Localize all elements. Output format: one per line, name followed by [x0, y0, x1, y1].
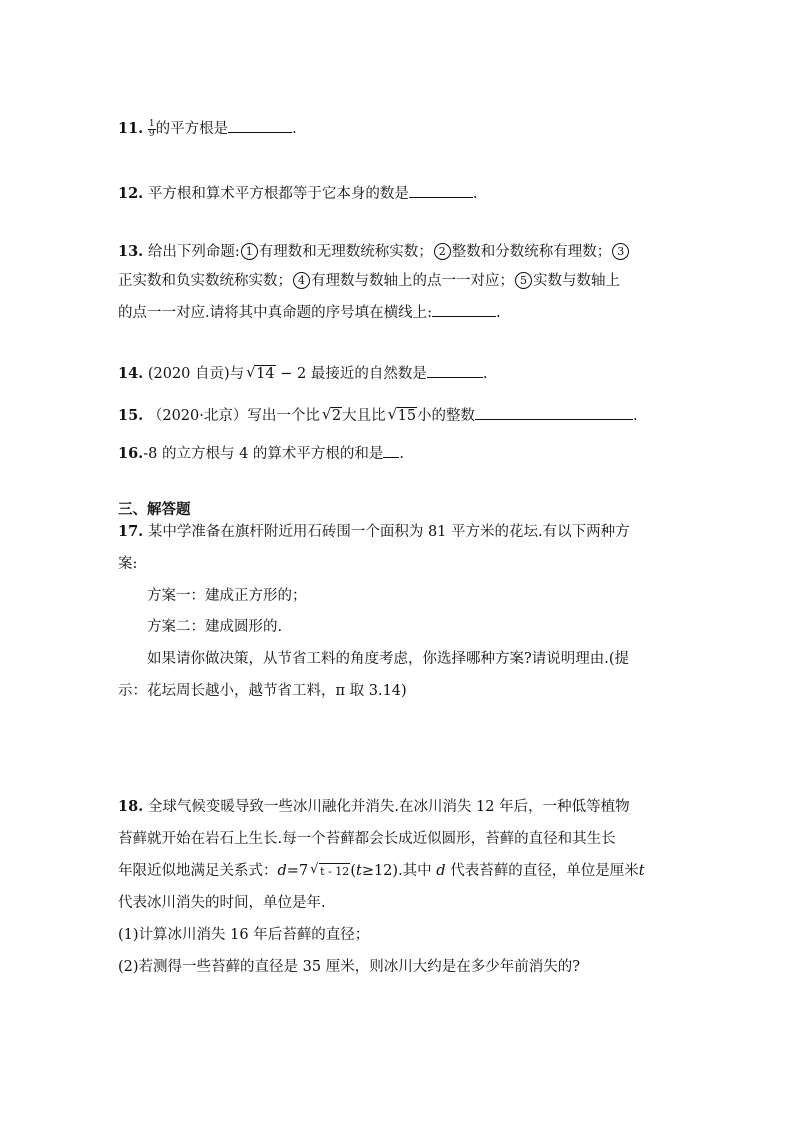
answer-blank [383, 443, 399, 458]
answer-blank [475, 405, 633, 420]
question-text: -8 的立方根与 4 的算术平方根的和是 [143, 446, 384, 462]
plan-2: 方案二：建成圆形的. [147, 619, 283, 635]
question-number: 12. [118, 185, 144, 202]
plan-1: 方案一：建成正方形的； [147, 588, 307, 604]
question-13-line-1: 13. 给出下列命题: 1 有理数和无理数统称实数； 2 整数和分数统称有理数； 3 [118, 242, 630, 262]
option-circle: 5 [515, 272, 532, 289]
option-circle: 3 [612, 243, 629, 260]
formula: d=7 √ t - 12(t≥12) [278, 863, 399, 879]
question-18-line-3: 年限近似地满足关系式：d=7 √ t - 12(t≥12).其中 d 代表苔藓的直径，单位是厘米t [118, 861, 645, 882]
answer-blank [432, 302, 496, 317]
question-13-line-3: 的点一一对应.请将其中真命题的序号填在横线上: . [118, 302, 501, 323]
square-root: √ t - 12 [310, 862, 350, 878]
option-circle: 1 [241, 243, 258, 260]
question-16: 16.-8 的立方根与 4 的算术平方根的和是 . [118, 445, 405, 462]
question-18-line-1: 18. 全球气候变暖导致一些冰川融化并消失.在冰川消失 12 年后，一种低等植物 [118, 798, 630, 815]
question-number: 11. [118, 120, 144, 137]
question-17-line-2: 案: [118, 556, 138, 572]
question-number: 18. [118, 798, 144, 815]
question-17-line-1: 17. 某中学准备在旗杆附近用石砖围一个面积为 81 平方米的花坛.有以下两种方 [118, 523, 630, 540]
question-17-line-6: 示：花坛周长越小，越节省工料，π 取 3.14) [118, 683, 407, 699]
question-15: 15. （2020·北京）写出一个比 √ 2大且比 √ 15小的整数 . [118, 405, 638, 424]
question-number: 15. [118, 407, 144, 424]
square-root: √ 2 [321, 405, 342, 424]
answer-blank [409, 183, 473, 198]
question-18-line-2: 苔藓就开始在岩石上生长.每一个苔藓都会长成近似圆形，苔藓的直径和其生长 [118, 831, 616, 847]
square-root: √ 15 [387, 405, 417, 424]
answer-blank [427, 363, 483, 378]
question-number: 14. [118, 365, 144, 382]
question-17-line-5: 如果请你做决策，从节省工料的角度考虑，你选择哪种方案?请说明理由.(提 [147, 651, 630, 667]
fraction: $\frac{1}{9}$ [148, 118, 155, 139]
square-root: √ 14 [246, 363, 275, 382]
question-text: 的平方根是 [155, 121, 229, 137]
option-circle: 4 [293, 272, 310, 289]
question-11: 11. $\frac{1}{9}$ 的平方根是 . [118, 118, 297, 139]
question-12: 12. 平方根和算术平方根都等于它本身的数是 . [118, 185, 478, 202]
question-number: 16. [118, 445, 144, 462]
question-14: 14. (2020 自贡)与 √ 14 − 2 最接近的自然数是 . [118, 363, 488, 382]
answer-blank [228, 118, 292, 133]
question-number: 17. [118, 523, 144, 540]
question-18-line-4: 代表冰川消失的时间，单位是年. [118, 895, 326, 911]
question-number: 13. [118, 243, 144, 260]
option-circle: 2 [434, 243, 451, 260]
section-heading: 三、解答题 [118, 501, 191, 518]
question-text: 平方根和算术平方根都等于它本身的数是 [147, 186, 409, 202]
sub-question-1: (1)计算冰川消失 16 年后苔藓的直径； [118, 927, 370, 943]
sub-question-2: (2)若测得一些苔藓的直径是 35 厘米，则冰川大约是在多少年前消失的? [118, 959, 580, 975]
question-13-line-2: 正实数和负实数统称实数； 4 有理数与数轴上的点一一对应； 5 实数与数轴上 [118, 273, 620, 289]
